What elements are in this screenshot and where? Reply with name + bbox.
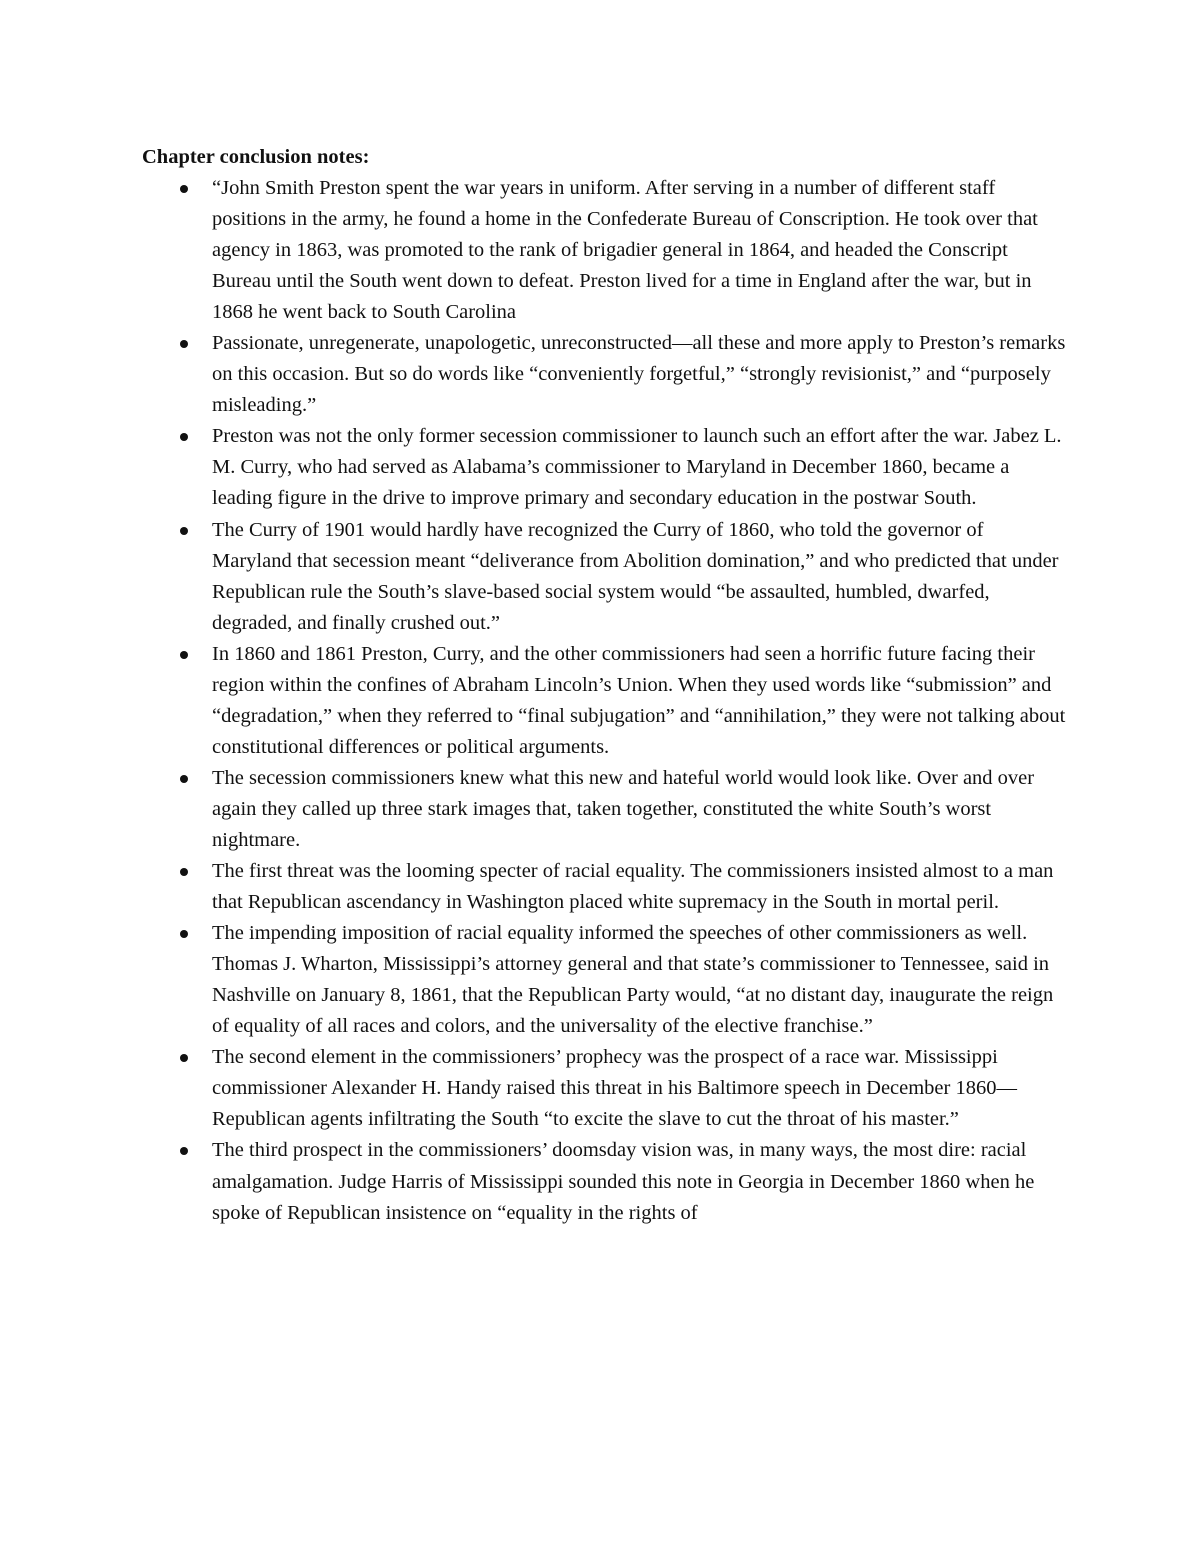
list-item (142, 639, 1067, 763)
list-item (142, 515, 1067, 639)
bullet-icon (180, 527, 188, 535)
list-item (142, 421, 1067, 514)
bullet-icon (180, 868, 188, 876)
notes-list (142, 173, 1067, 1229)
list-item (142, 328, 1067, 421)
bullet-icon (180, 930, 188, 938)
list-item (142, 1042, 1067, 1135)
list-item-text: The first threat was the looming specter of racial equality. The commissioners insisted almost to a man that Republican ascendancy in Washington placed white supremacy in the South in mortal peril. (212, 860, 1054, 914)
bullet-icon (180, 1147, 188, 1155)
list-item-text: In 1860 and 1861 Preston, Curry, and the other commissioners had seen a horrific future facing their region within the confines of Abraham Lincoln’s Union. When they used words like “submission” and “degradation,” when they referred to “final subjugation” and “annihilation,” they were not talking about constitutional differences or political arguments. (212, 642, 1066, 758)
list-item-text: “John Smith Preston spent the war years in uniform. After serving in a number of different staff positions in the army, he found a home in the Confederate Bureau of Conscription. He took over that agency in 1863, was promoted to the rank of brigadier general in 1864, and headed the Conscript Bureau until the South went down to defeat. Preston lived for a time in England after the war, but in 1868 he went back to South Carolina (212, 177, 1038, 324)
bullet-icon (180, 433, 188, 441)
bullet-icon (180, 340, 188, 348)
list-item (142, 1135, 1067, 1228)
list-item-text: The impending imposition of racial equality informed the speeches of other commissioners as well. Thomas J. Wharton, Mississippi’s attorney general and that state’s commissioner to Tennessee, said in Nashville on January 8, 1861, that the Republican Party would, “at no distant day, inaugurate the reign of equality of all races and colors, and the universality of the elective franchise.” (212, 922, 1054, 1038)
list-item-text: The second element in the commissioners’ prophecy was the prospect of a race war. Mississippi commissioner Alexander H. Handy raised this threat in his Baltimore speech in December 1860—Republican agents infiltrating the South “to excite the slave to cut the throat of his master.” (212, 1046, 1017, 1131)
list-item-text: The secession commissioners knew what this new and hateful world would look like. Over and over again they called up three stark images that, taken together, constituted the white South’s worst nightmare. (212, 766, 1035, 851)
bullet-icon (180, 775, 188, 783)
notes-heading: Chapter conclusion notes: (142, 146, 370, 168)
list-item (142, 763, 1067, 856)
bullet-icon (180, 185, 188, 193)
document-body (142, 140, 1067, 1229)
list-item (142, 856, 1067, 918)
list-item-text: Passionate, unregenerate, unapologetic, unreconstructed—all these and more apply to Preston’s remarks on this occasion. But so do words like “conveniently forgetful,” “strongly revisionist,” and “purposely misleading.” (212, 332, 1066, 417)
bullet-icon (180, 651, 188, 659)
bullet-icon (180, 1054, 188, 1062)
list-item-text: The third prospect in the commissioners’ doomsday vision was, in many ways, the most dire: racial amalgamation. Judge Harris of Mississippi sounded this note in Georgia in December 1860 when he spoke of Republican insistence on “equality in the rights of (212, 1139, 1035, 1224)
list-item-text: The Curry of 1901 would hardly have recognized the Curry of 1860, who told the governor of Maryland that secession meant “deliverance from Abolition domination,” and who predicted that under Republican rule the South’s slave-based social system would “be assaulted, humbled, dwarfed, degraded, and finally crushed out.” (212, 518, 1059, 634)
list-item-text: Preston was not the only former secession commissioner to launch such an effort after the war. Jabez L. M. Curry, who had served as Alabama’s commissioner to Maryland in December 1860, became a leading figure in the drive to improve primary and secondary education in the postwar South. (212, 425, 1062, 510)
list-item (142, 173, 1067, 328)
list-item (142, 918, 1067, 1042)
